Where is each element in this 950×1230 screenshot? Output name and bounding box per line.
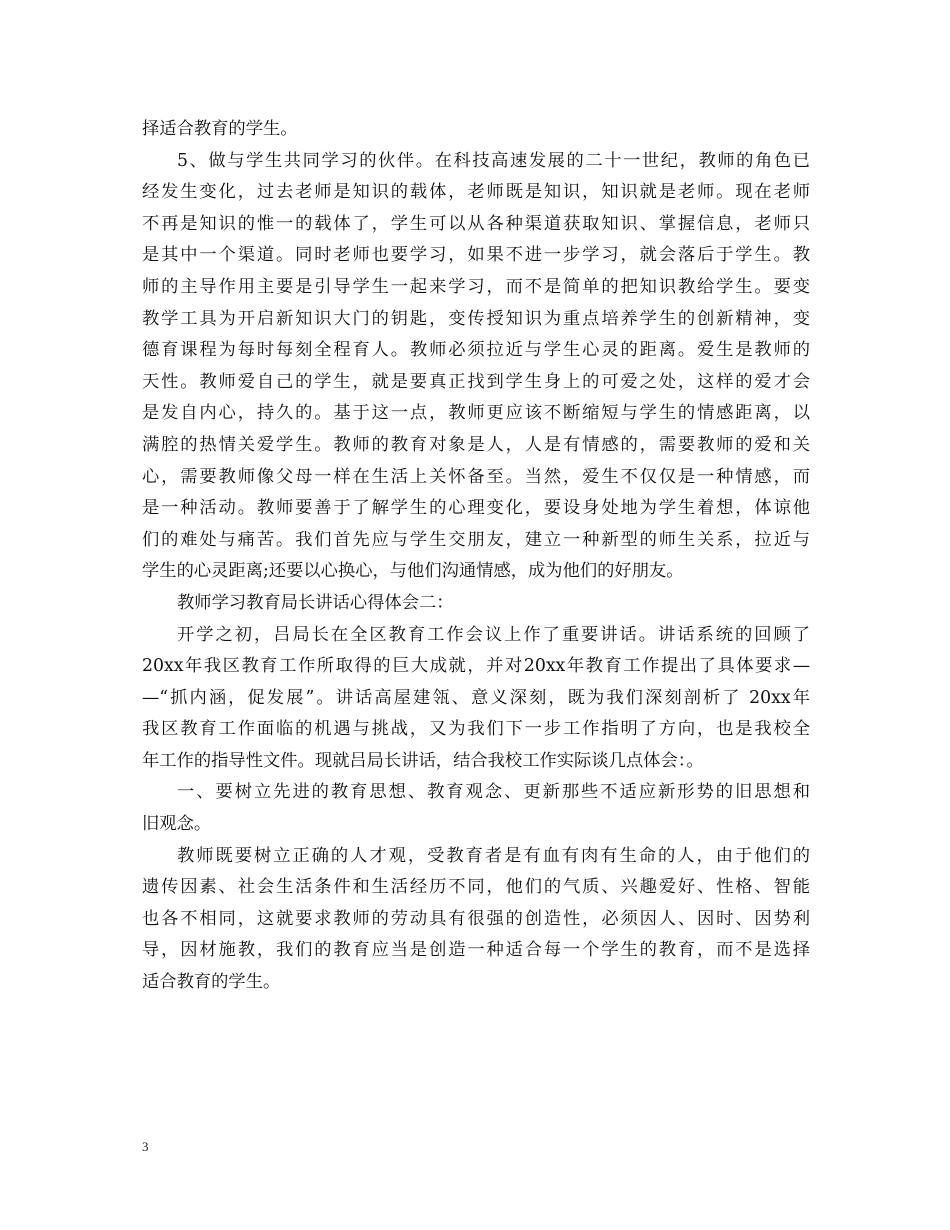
paragraph-line: 一、要树立先进的教育思想、教育观念、更新那些不适应新形势的旧思想和 (177, 782, 810, 803)
paragraph-line: 天性。教师爱自己的学生，就是要真正找到学生身上的可爱之处，这样的爱才会 (142, 371, 810, 392)
section-heading: 教师学习教育局长讲话心得体会二： (177, 592, 454, 613)
paragraph-line: 们的难处与痛苦。我们首先应与学生交朋友，建立一种新型的师生关系，拉近与 (142, 529, 810, 550)
paragraph-line: 满腔的热情关爱学生。教师的教育对象是人，人是有情感的，需要教师的爱和关 (142, 434, 810, 455)
paragraph-line: 年工作的指导性文件。现就吕局长讲话，结合我校工作实际谈几点体会：。 (142, 750, 704, 771)
paragraph-line: 我区教育工作面临的机遇与挑战，又为我们下一步工作指明了方向，也是我校全 (142, 719, 810, 740)
paragraph-line: 是发自内心，持久的。基于这一点，教师更应该不断缩短与学生的情感距离，以 (142, 403, 810, 424)
paragraph-line: 经发生变化，过去老师是知识的载体，老师既是知识，知识就是老师。现在老师 (142, 182, 810, 203)
paragraph-line: 师的主导作用主要是引导学生一起来学习，而不是简单的把知识教给学生。要变 (142, 276, 810, 297)
paragraph-line: 心，需要教师像父母一样在生活上关怀备至。当然，爱生不仅仅是一种情感，而 (142, 466, 810, 487)
paragraph-line: 5、做与学生共同学习的伙伴。在科技高速发展的二十一世纪，教师的角色已 (177, 150, 810, 171)
paragraph-line: 遗传因素、社会生活条件和生活经历不同，他们的气质、兴趣爱好、性格、智能 (142, 877, 810, 898)
paragraph-line: 旧观念。 (142, 814, 212, 835)
paragraph-line: 是一种活动。教师要善于了解学生的心理变化，要设身处地为学生着想，体谅他 (142, 498, 810, 519)
paragraph-line: 德育课程为每时每刻全程育人。教师必须拉近与学生心灵的距离。爱生是教师的 (142, 340, 810, 361)
paragraph-line: 不再是知识的惟一的载体了，学生可以从各种渠道获取知识、掌握信息，老师只 (142, 213, 810, 234)
paragraph-line: 学生的心灵距离;还要以心换心，与他们沟通情感，成为他们的好朋友。 (142, 561, 684, 582)
paragraph-line: —“抓内涵，促发展”。讲话高屋建瓴、意义深刻，既为我们深刻剖析了 20xx年 (142, 687, 810, 708)
paragraph-line: 开学之初，吕局长在全区教育工作会议上作了重要讲话。讲话系统的回顾了 (177, 624, 810, 645)
paragraph-line: 教学工具为开启新知识大门的钥匙，变传授知识为重点培养学生的创新精神，变 (142, 308, 810, 329)
paragraph-line: 是其中一个渠道。同时老师也要学习，如果不进一步学习，就会落后于学生。教 (142, 245, 810, 266)
document-body (142, 114, 810, 999)
paragraph-line: 20xx年我区教育工作所取得的巨大成就，并对20xx年教育工作提出了具体要求— (142, 656, 810, 677)
page-number: 3 (142, 1139, 149, 1154)
paragraph-line: 择适合教育的学生。 (142, 119, 298, 139)
paragraph-line: 也各不相同，这就要求教师的劳动具有很强的创造性，必须因人、因时、因势利 (142, 908, 810, 929)
paragraph-line: 导，因材施教，我们的教育应当是创造一种适合每一个学生的教育，而不是选择 (142, 940, 810, 961)
paragraph-line: 教师既要树立正确的人才观，受教育者是有血有肉有生命的人，由于他们的 (177, 845, 810, 866)
paragraph-line: 适合教育的学生。 (142, 972, 281, 993)
